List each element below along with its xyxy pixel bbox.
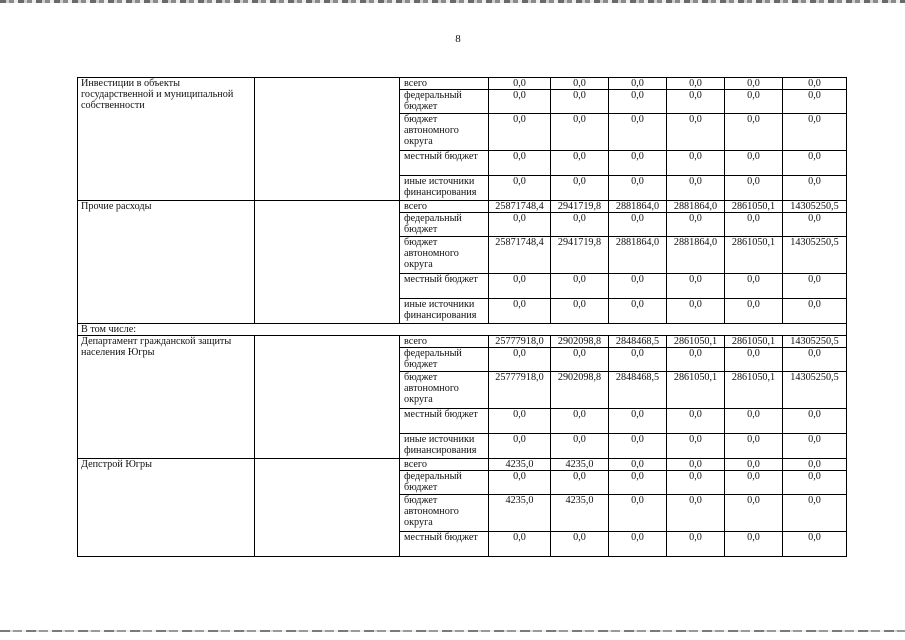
amount-cell: 0,0 — [667, 213, 725, 237]
amount-cell: 0,0 — [609, 299, 667, 324]
amount-cell: 0,0 — [667, 114, 725, 151]
amount-cell: 2861050,1 — [667, 336, 725, 348]
amount-cell: 0,0 — [489, 471, 551, 495]
amount-cell: 0,0 — [489, 409, 551, 434]
amount-cell: 2881864,0 — [667, 237, 725, 274]
amount-cell: 0,0 — [725, 299, 783, 324]
amount-cell: 2902098,8 — [551, 336, 609, 348]
amount-cell: 14305250,5 — [783, 201, 847, 213]
amount-cell: 0,0 — [551, 151, 609, 176]
executor-cell — [255, 201, 400, 324]
amount-cell: 0,0 — [609, 495, 667, 532]
amount-cell: 0,0 — [551, 213, 609, 237]
amount-cell: 0,0 — [489, 78, 551, 90]
amount-cell: 4235,0 — [489, 459, 551, 471]
amount-cell: 0,0 — [725, 434, 783, 459]
funding-source-label: иные источники финансирования — [400, 176, 489, 201]
amount-cell: 2881864,0 — [609, 237, 667, 274]
funding-source-label: федеральный бюджет — [400, 213, 489, 237]
amount-cell: 0,0 — [667, 348, 725, 372]
funding-source-label: федеральный бюджет — [400, 90, 489, 114]
amount-cell: 0,0 — [609, 409, 667, 434]
amount-cell: 25777918,0 — [489, 336, 551, 348]
amount-cell: 0,0 — [489, 151, 551, 176]
expense-category-name: Департамент гражданской защиты населения Югры — [78, 336, 255, 459]
amount-cell: 0,0 — [551, 471, 609, 495]
amount-cell: 0,0 — [551, 114, 609, 151]
amount-cell: 0,0 — [489, 532, 551, 557]
scan-edge-bottom — [0, 630, 905, 632]
page-number: 8 — [455, 33, 461, 45]
funding-source-label: всего — [400, 459, 489, 471]
budget-table — [77, 77, 847, 557]
amount-cell: 0,0 — [609, 114, 667, 151]
amount-cell: 0,0 — [725, 78, 783, 90]
table-row — [78, 459, 847, 471]
funding-source-label: иные источники финансирования — [400, 299, 489, 324]
amount-cell: 14305250,5 — [783, 336, 847, 348]
funding-source-label: бюджет автономного округа — [400, 372, 489, 409]
amount-cell: 0,0 — [489, 213, 551, 237]
amount-cell: 0,0 — [489, 299, 551, 324]
amount-cell: 14305250,5 — [783, 372, 847, 409]
funding-source-label: всего — [400, 336, 489, 348]
amount-cell: 0,0 — [609, 459, 667, 471]
amount-cell: 0,0 — [667, 90, 725, 114]
amount-cell: 0,0 — [609, 90, 667, 114]
amount-cell: 0,0 — [783, 434, 847, 459]
amount-cell: 2941719,8 — [551, 201, 609, 213]
amount-cell: 0,0 — [667, 151, 725, 176]
amount-cell: 0,0 — [783, 78, 847, 90]
table-row — [78, 336, 847, 348]
amount-cell: 0,0 — [609, 471, 667, 495]
funding-source-label: федеральный бюджет — [400, 348, 489, 372]
amount-cell: 14305250,5 — [783, 237, 847, 274]
amount-cell: 2902098,8 — [551, 372, 609, 409]
amount-cell: 2848468,5 — [609, 372, 667, 409]
amount-cell: 0,0 — [725, 274, 783, 299]
amount-cell: 25777918,0 — [489, 372, 551, 409]
amount-cell: 0,0 — [609, 213, 667, 237]
amount-cell: 4235,0 — [489, 495, 551, 532]
funding-source-label: местный бюджет — [400, 151, 489, 176]
amount-cell: 0,0 — [783, 409, 847, 434]
amount-cell: 2861050,1 — [725, 201, 783, 213]
amount-cell: 0,0 — [609, 151, 667, 176]
amount-cell: 0,0 — [667, 532, 725, 557]
funding-source-label: бюджет автономного округа — [400, 114, 489, 151]
amount-cell: 0,0 — [783, 274, 847, 299]
amount-cell: 0,0 — [725, 471, 783, 495]
amount-cell: 0,0 — [551, 299, 609, 324]
amount-cell: 25871748,4 — [489, 237, 551, 274]
amount-cell: 0,0 — [667, 495, 725, 532]
amount-cell: 0,0 — [783, 299, 847, 324]
amount-cell: 0,0 — [609, 274, 667, 299]
amount-cell: 4235,0 — [551, 495, 609, 532]
amount-cell: 0,0 — [551, 176, 609, 201]
amount-cell: 2861050,1 — [667, 372, 725, 409]
amount-cell: 0,0 — [783, 532, 847, 557]
amount-cell: 0,0 — [725, 409, 783, 434]
funding-source-label: местный бюджет — [400, 274, 489, 299]
amount-cell: 0,0 — [609, 532, 667, 557]
amount-cell: 0,0 — [783, 114, 847, 151]
budget-table-body — [78, 78, 847, 557]
amount-cell: 0,0 — [489, 348, 551, 372]
amount-cell: 2848468,5 — [609, 336, 667, 348]
amount-cell: 0,0 — [609, 176, 667, 201]
amount-cell: 0,0 — [783, 151, 847, 176]
amount-cell: 0,0 — [725, 459, 783, 471]
scan-edge-top — [0, 0, 905, 3]
executor-cell — [255, 459, 400, 557]
amount-cell: 0,0 — [551, 348, 609, 372]
amount-cell: 0,0 — [489, 176, 551, 201]
amount-cell: 0,0 — [725, 213, 783, 237]
table-row — [78, 201, 847, 213]
funding-source-label: всего — [400, 78, 489, 90]
funding-source-label: федеральный бюджет — [400, 471, 489, 495]
amount-cell: 0,0 — [667, 471, 725, 495]
amount-cell: 2941719,8 — [551, 237, 609, 274]
amount-cell: 0,0 — [725, 348, 783, 372]
amount-cell: 0,0 — [667, 299, 725, 324]
amount-cell: 0,0 — [489, 90, 551, 114]
amount-cell: 4235,0 — [551, 459, 609, 471]
amount-cell: 2881864,0 — [667, 201, 725, 213]
amount-cell: 0,0 — [667, 434, 725, 459]
executor-cell — [255, 336, 400, 459]
amount-cell: 0,0 — [725, 114, 783, 151]
amount-cell: 0,0 — [667, 176, 725, 201]
amount-cell: 0,0 — [667, 274, 725, 299]
amount-cell: 2881864,0 — [609, 201, 667, 213]
amount-cell: 0,0 — [667, 409, 725, 434]
table-row — [78, 324, 847, 336]
funding-source-label: местный бюджет — [400, 409, 489, 434]
amount-cell: 0,0 — [667, 78, 725, 90]
expense-category-name: Прочие расходы — [78, 201, 255, 324]
amount-cell: 0,0 — [609, 348, 667, 372]
amount-cell: 0,0 — [725, 176, 783, 201]
amount-cell: 0,0 — [783, 213, 847, 237]
amount-cell: 0,0 — [783, 348, 847, 372]
amount-cell: 0,0 — [783, 90, 847, 114]
section-heading: В том числе: — [78, 324, 847, 336]
amount-cell: 0,0 — [725, 90, 783, 114]
amount-cell: 0,0 — [551, 274, 609, 299]
amount-cell: 0,0 — [551, 434, 609, 459]
amount-cell: 0,0 — [551, 409, 609, 434]
amount-cell: 0,0 — [551, 90, 609, 114]
amount-cell: 0,0 — [667, 459, 725, 471]
amount-cell: 0,0 — [489, 114, 551, 151]
amount-cell: 0,0 — [489, 434, 551, 459]
amount-cell: 0,0 — [725, 532, 783, 557]
expense-category-name: Депстрой Югры — [78, 459, 255, 557]
amount-cell: 0,0 — [783, 459, 847, 471]
expense-category-name: Инвестиции в объекты государственной и муниципальной собственности — [78, 78, 255, 201]
amount-cell: 0,0 — [551, 532, 609, 557]
amount-cell: 0,0 — [725, 151, 783, 176]
funding-source-label: иные источники финансирования — [400, 434, 489, 459]
amount-cell: 0,0 — [551, 78, 609, 90]
funding-source-label: местный бюджет — [400, 532, 489, 557]
amount-cell: 2861050,1 — [725, 336, 783, 348]
funding-source-label: бюджет автономного округа — [400, 237, 489, 274]
amount-cell: 0,0 — [783, 495, 847, 532]
amount-cell: 0,0 — [783, 471, 847, 495]
funding-source-label: всего — [400, 201, 489, 213]
amount-cell: 0,0 — [609, 434, 667, 459]
amount-cell: 0,0 — [725, 495, 783, 532]
amount-cell: 0,0 — [489, 274, 551, 299]
amount-cell: 2861050,1 — [725, 372, 783, 409]
amount-cell: 2861050,1 — [725, 237, 783, 274]
amount-cell: 0,0 — [609, 78, 667, 90]
amount-cell: 25871748,4 — [489, 201, 551, 213]
table-row — [78, 78, 847, 90]
executor-cell — [255, 78, 400, 201]
funding-source-label: бюджет автономного округа — [400, 495, 489, 532]
amount-cell: 0,0 — [783, 176, 847, 201]
